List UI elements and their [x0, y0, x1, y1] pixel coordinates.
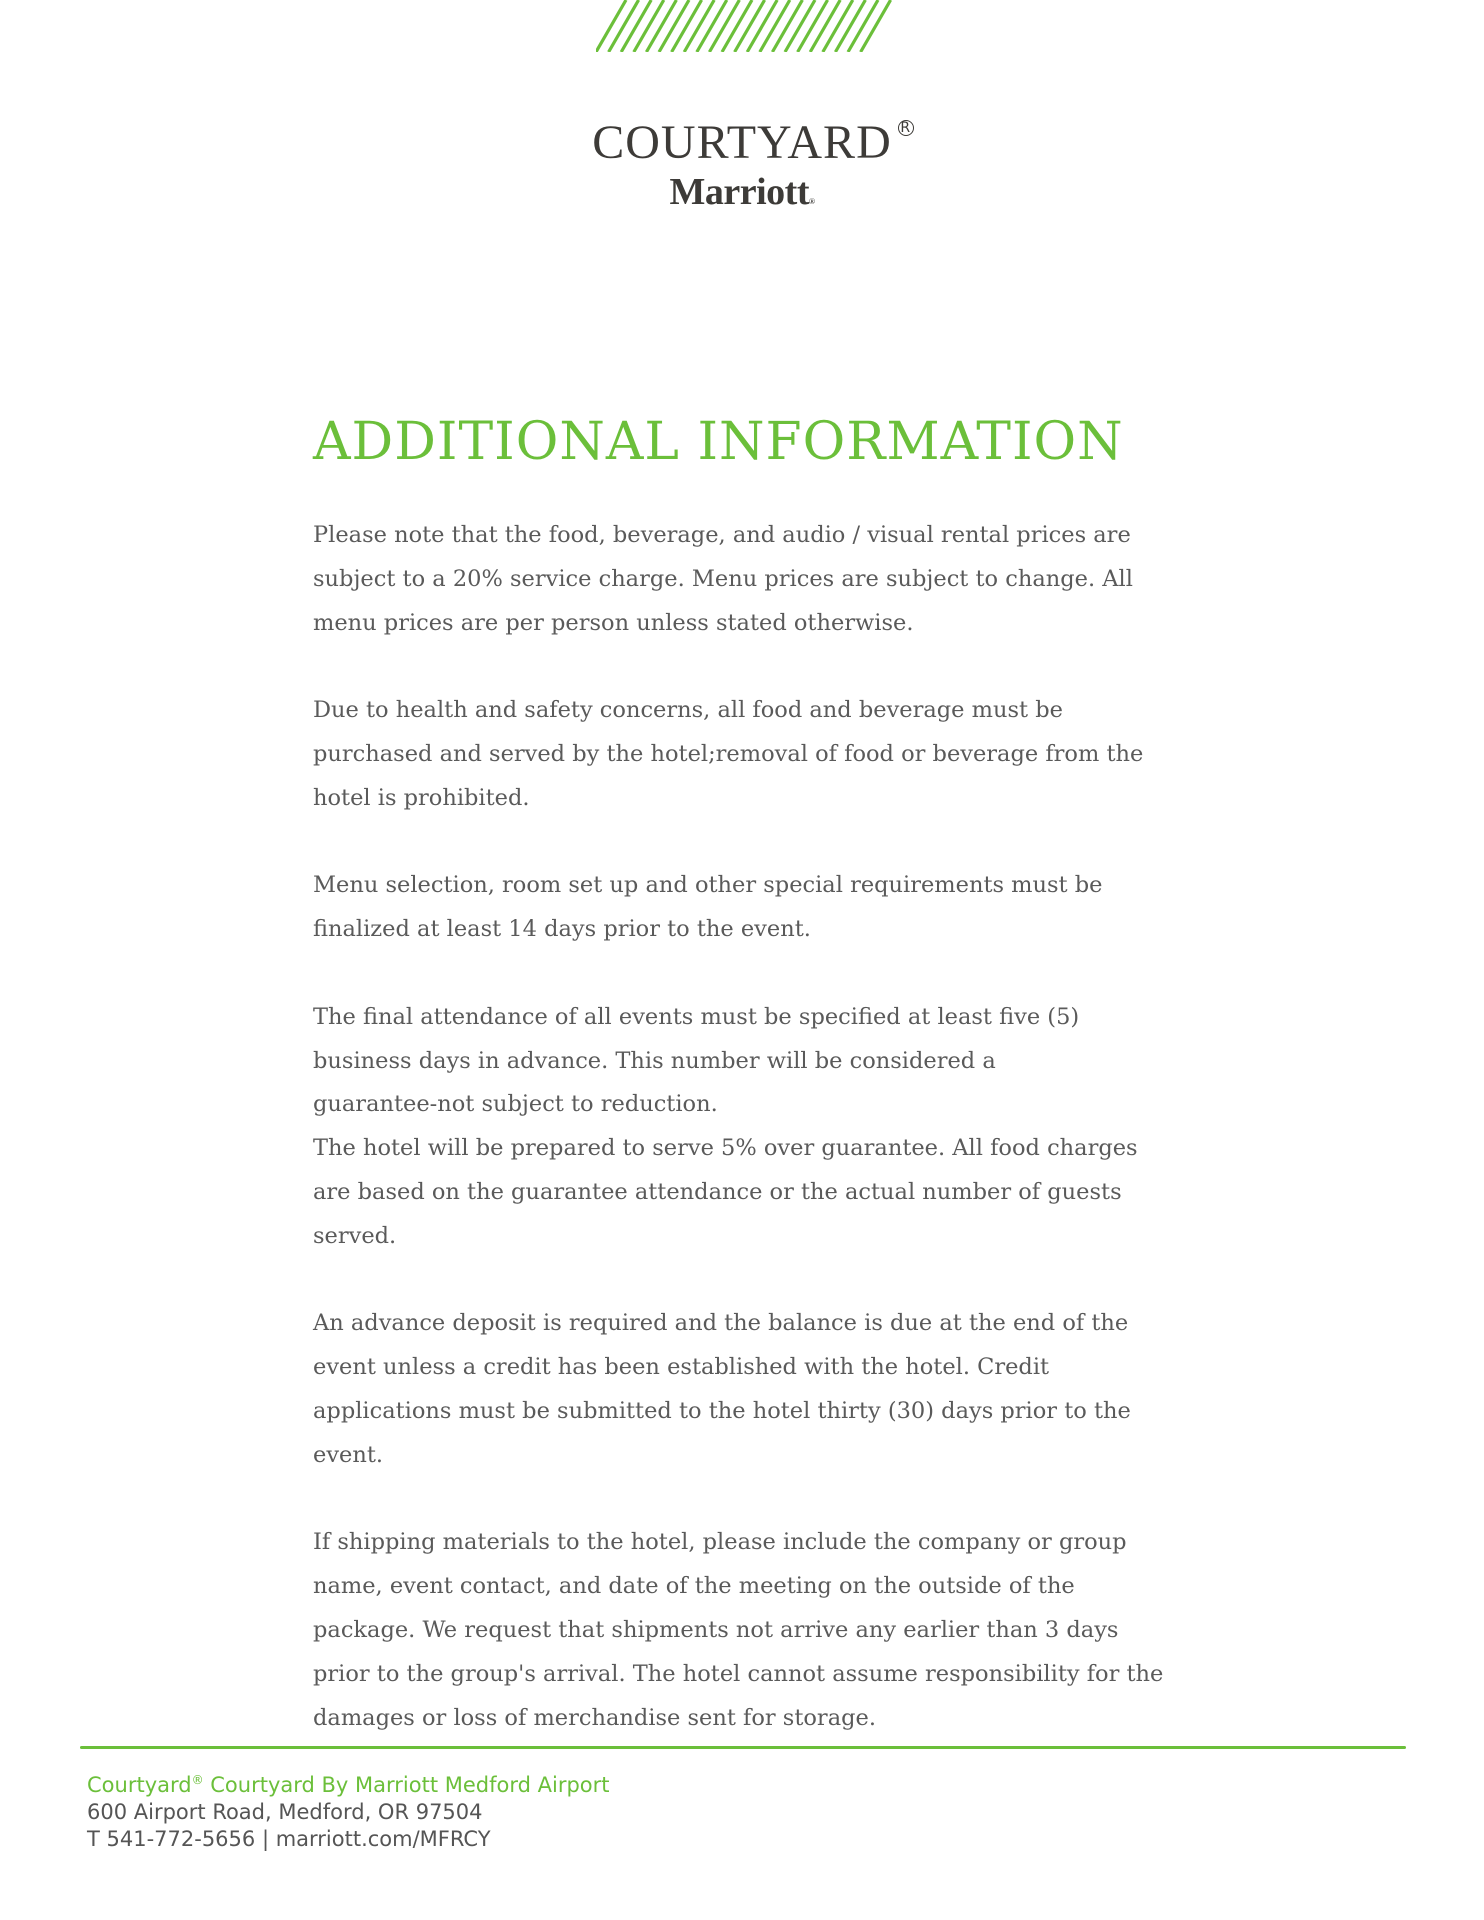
- paragraph-health-safety: Due to health and safety concerns, all food and beverage must be purchased and served by the hotel;removal of food or beverage from the hotel is prohibited.: [313, 697, 1144, 811]
- footer-hotel-name: [87, 1772, 610, 1799]
- page-title: ADDITIONAL INFORMATION: [313, 412, 1124, 472]
- paragraph-advance-deposit: An advance deposit is required and the balance is due at the end of the event unless a credit has been established with the hotel. Credit applications must be submitted to the hotel thirty (30) days prior to the event.: [313, 1310, 1131, 1468]
- logo-subtitle: [0, 170, 1484, 224]
- footer-registered-mark: ®: [191, 1773, 204, 1787]
- logo-sub-registered-icon: ®: [808, 197, 815, 206]
- paragraph-final-attendance: The final attendance of all events must be specified at least five (5) business days in advance. This number will be considered a guarantee-not subject to reduction.: [313, 1003, 1080, 1118]
- footer-hotel-title: Courtyard By Marriott Medford Airport: [203, 1773, 610, 1797]
- footer: [87, 1772, 610, 1853]
- footer-divider: [80, 1746, 1406, 1749]
- decorative-stripes: [596, 0, 896, 52]
- paragraph-shipping: If shipping materials to the hotel, please include the company or group name, event contact, and date of the meeting on the outside of the package. We request that shipments not arrive any earlier than 3 days prior to the group's arrival. The hotel cannot assume responsibility for the damages or loss of merchandise sent for storage.: [313, 1529, 1164, 1731]
- paragraph-menu-selection: Menu selection, room set up and other special requirements must be finalized at least 14 days prior to the event.: [313, 872, 1103, 943]
- main-content: [313, 514, 1183, 1784]
- footer-brand: Courtyard: [87, 1773, 192, 1797]
- registered-mark-icon: R: [898, 120, 914, 136]
- footer-address: 600 Airport Road, Medford, OR 97504: [87, 1800, 483, 1824]
- paragraph-service-charge: Please note that the food, beverage, and audio / visual rental prices are subject to a 20% service charge. Menu prices are subject to change. All menu prices are per person unless stated otherwise.: [313, 522, 1133, 636]
- logo-sub-text: Marriott: [669, 171, 809, 213]
- courtyard-marriott-logo: [0, 118, 1484, 224]
- paragraph-over-guarantee: The hotel will be prepared to serve 5% over guarantee. All food charges are based on the guarantee attendance or the actual number of guests served.: [313, 1135, 1138, 1249]
- logo-wordmark: [592, 116, 912, 169]
- footer-contact: T 541-772-5656 | marriott.com/MFRCY: [87, 1827, 491, 1851]
- logo-word-text: COURTYARD: [592, 116, 892, 169]
